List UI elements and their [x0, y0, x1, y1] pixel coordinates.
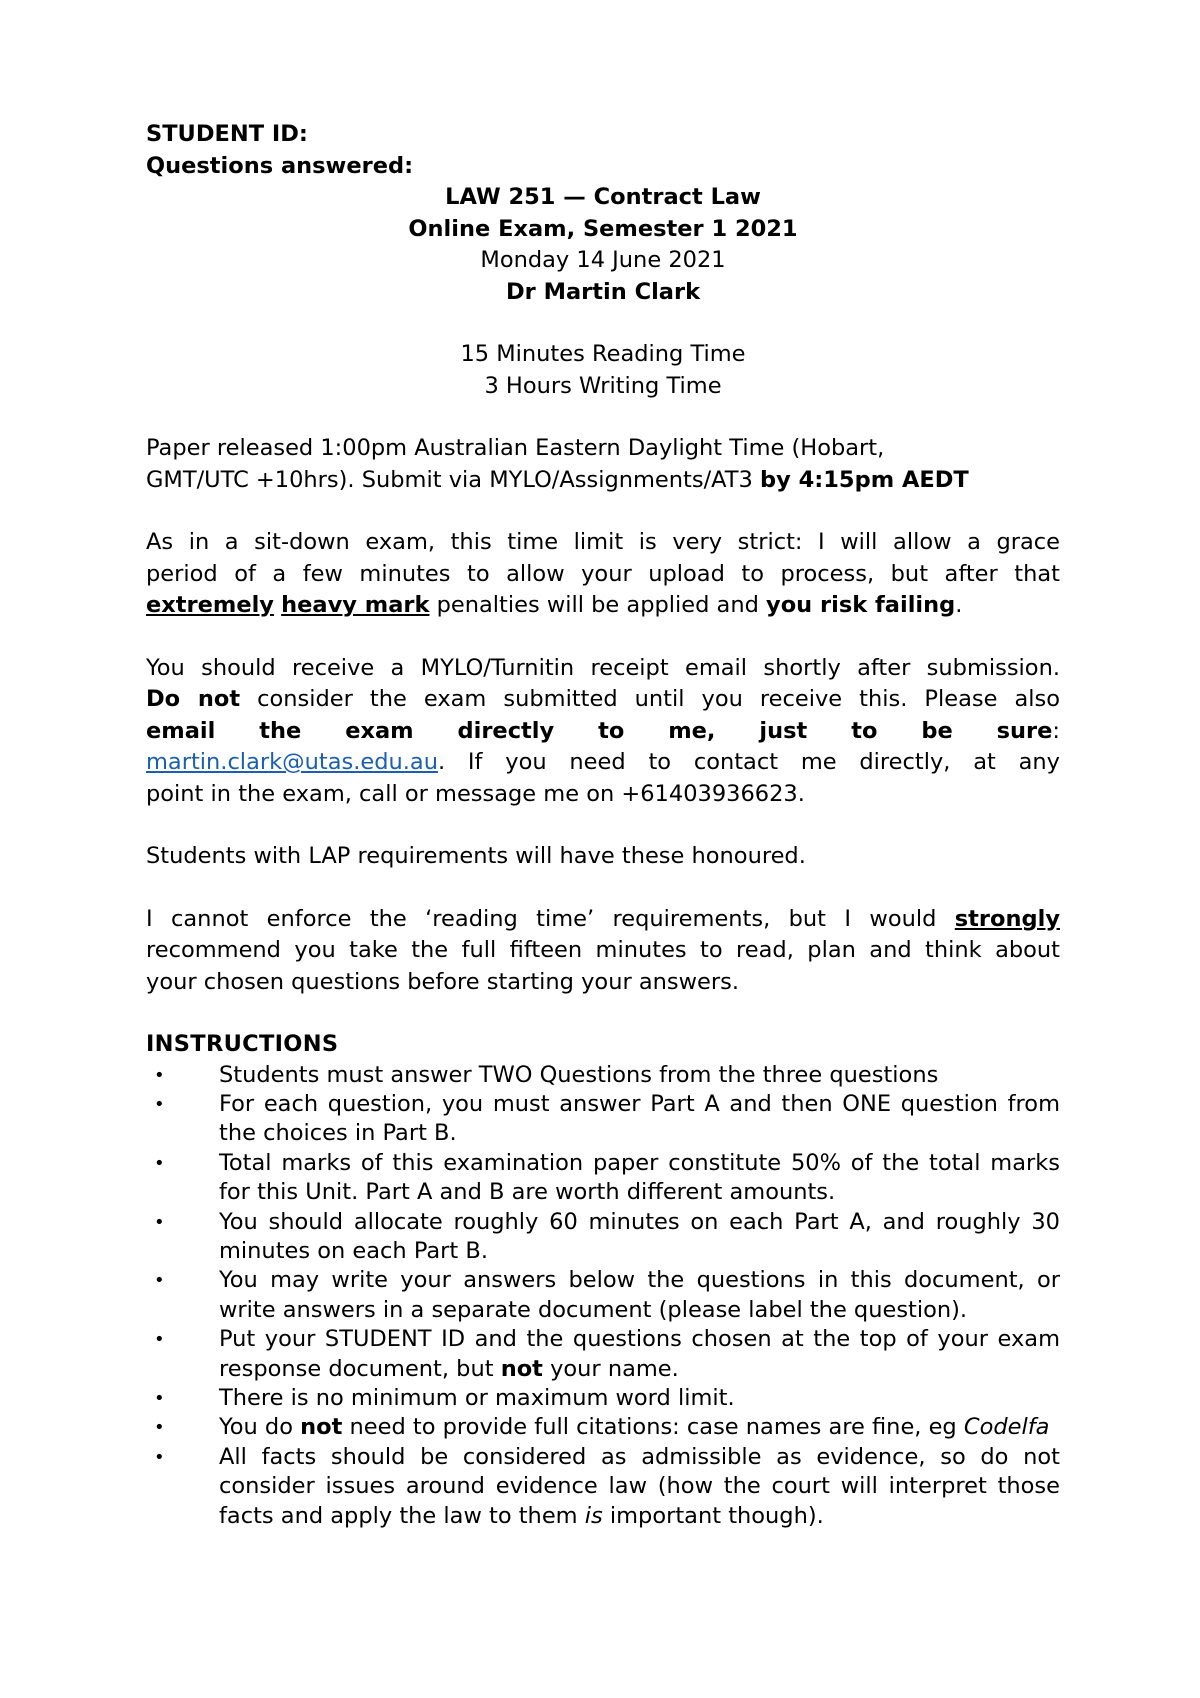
receipt-line-3	[146, 716, 1060, 748]
strongly-text: strongly	[954, 905, 1060, 932]
instruction-item	[146, 1149, 1060, 1208]
reading-line-3: your chosen questions before starting your answers.	[146, 968, 739, 995]
instruction-item	[146, 1443, 1060, 1531]
strict-line-1: As in a sit-down exam, this time limit is very strict: I will allow a grace	[146, 529, 1060, 555]
reading-line-1	[146, 904, 1060, 936]
instruction-item	[146, 1090, 1060, 1149]
release-paragraph	[146, 433, 1060, 496]
reading-line-1-text: I cannot enforce the ‘reading time’ requirements, but I would	[146, 905, 955, 932]
penalties-text: penalties will be applied and	[429, 592, 767, 618]
reading-line-2: recommend you take the full fifteen minutes to read, plan and think about	[146, 937, 1060, 963]
instruction-item	[146, 1384, 1060, 1413]
lap-paragraph: Students with LAP requirements will have these honoured.	[146, 843, 806, 869]
receipt-line-4	[146, 747, 1060, 779]
heavy-mark-text: heavy mark	[281, 592, 430, 618]
reading-time-paragraph	[146, 904, 1060, 999]
instruction-italic: Codelfa	[963, 1414, 1050, 1441]
release-line-2: GMT/UTC +10hrs). Submit via MYLO/Assignments/AT3	[146, 466, 761, 493]
bullet-icon: •	[154, 1417, 165, 1439]
strict-paragraph	[146, 527, 1060, 622]
colon: :	[1052, 717, 1060, 744]
student-id-label: STUDENT ID:	[146, 121, 308, 147]
deadline-text: by 4:15pm AEDT	[760, 466, 969, 493]
instruction-text: Put your STUDENT ID and the questions chosen at the top of your exam response document, but	[219, 1326, 1060, 1382]
risk-failing-text: you risk failing	[766, 592, 956, 618]
receipt-line-4-rest: . If you need to contact me directly, at any	[437, 749, 1060, 775]
lecturer-name: Dr Martin Clark	[505, 278, 701, 305]
instruction-text: There is no minimum or maximum word limit.	[219, 1384, 735, 1411]
instruction-text: You do	[219, 1414, 301, 1441]
instructions-heading: INSTRUCTIONS	[146, 1031, 339, 1057]
instruction-item	[146, 1061, 1060, 1090]
strict-end: .	[955, 592, 963, 618]
bullet-icon: •	[154, 1211, 165, 1233]
strict-line-2: period of a few minutes to allow your upload to process, but after that	[146, 560, 1060, 587]
receipt-line-5: point in the exam, call or message me on +61403936623.	[146, 780, 805, 807]
instruction-text: Total marks of this examination paper constitute 50% of the total marks for this Unit. Part A and B are worth different amounts.	[219, 1149, 1060, 1206]
writing-time: 3 Hours Writing Time	[484, 372, 722, 399]
instruction-item	[146, 1266, 1060, 1325]
release-line-1: Paper released 1:00pm Australian Eastern Daylight Time (Hobart,	[146, 435, 885, 461]
instruction-text: You should allocate roughly 60 minutes on each Part A, and roughly 30 minutes on each Part B.	[219, 1208, 1060, 1264]
instructions-list	[146, 1061, 1060, 1532]
bullet-icon: •	[154, 1387, 165, 1409]
exam-date: Monday 14 June 2021	[480, 247, 726, 273]
instruction-text: You may write your answers below the questions in this document, or write answers in a separate document (please label the question).	[219, 1267, 1060, 1323]
do-not-text: Do not	[146, 686, 241, 712]
receipt-line-2-rest: consider the exam submitted until you receive this. Please also	[240, 686, 1060, 712]
reading-time: 15 Minutes Reading Time	[460, 341, 746, 367]
bullet-icon: •	[154, 1093, 165, 1115]
instruction-italic: is	[584, 1502, 603, 1529]
exam-title: Online Exam, Semester 1 2021	[408, 215, 798, 242]
instruction-text-end: need to provide full citations: case names are fine, eg	[342, 1414, 964, 1441]
email-exam-text: email the exam directly to me, just to be sure	[146, 717, 1053, 744]
extremely-text: extremely	[146, 592, 274, 618]
instruction-emphasis: not	[300, 1414, 343, 1441]
bullet-icon: •	[154, 1329, 165, 1351]
instruction-item	[146, 1413, 1060, 1442]
receipt-paragraph	[146, 653, 1060, 811]
receipt-line-2	[146, 684, 1060, 716]
bullet-icon: •	[154, 1270, 165, 1292]
instruction-text-end: your name.	[542, 1355, 679, 1382]
questions-answered-label: Questions answered:	[146, 152, 414, 179]
bullet-icon: •	[154, 1064, 165, 1086]
email-link[interactable]: martin.clark@utas.edu.au	[146, 749, 438, 775]
instruction-text: Students must answer TWO Questions from the three questions	[219, 1061, 939, 1088]
instruction-text: For each question, you must answer Part A and then ONE question from the choices in Part B.	[219, 1090, 1060, 1147]
bullet-icon: •	[154, 1446, 165, 1468]
instruction-text-end: important though).	[602, 1502, 824, 1529]
receipt-line-1: You should receive a MYLO/Turnitin receipt email shortly after submission.	[146, 654, 1060, 681]
instruction-item	[146, 1325, 1060, 1384]
instruction-text: All facts should be considered as admissible as evidence, so do not consider issues around evidence law (how the court will interpret those facts and apply the law to them	[219, 1443, 1060, 1529]
instruction-item	[146, 1208, 1060, 1267]
instruction-emphasis: not	[500, 1355, 543, 1382]
course-title: LAW 251 — Contract Law	[445, 184, 761, 210]
strict-line-3	[146, 592, 962, 618]
bullet-icon: •	[154, 1152, 165, 1174]
